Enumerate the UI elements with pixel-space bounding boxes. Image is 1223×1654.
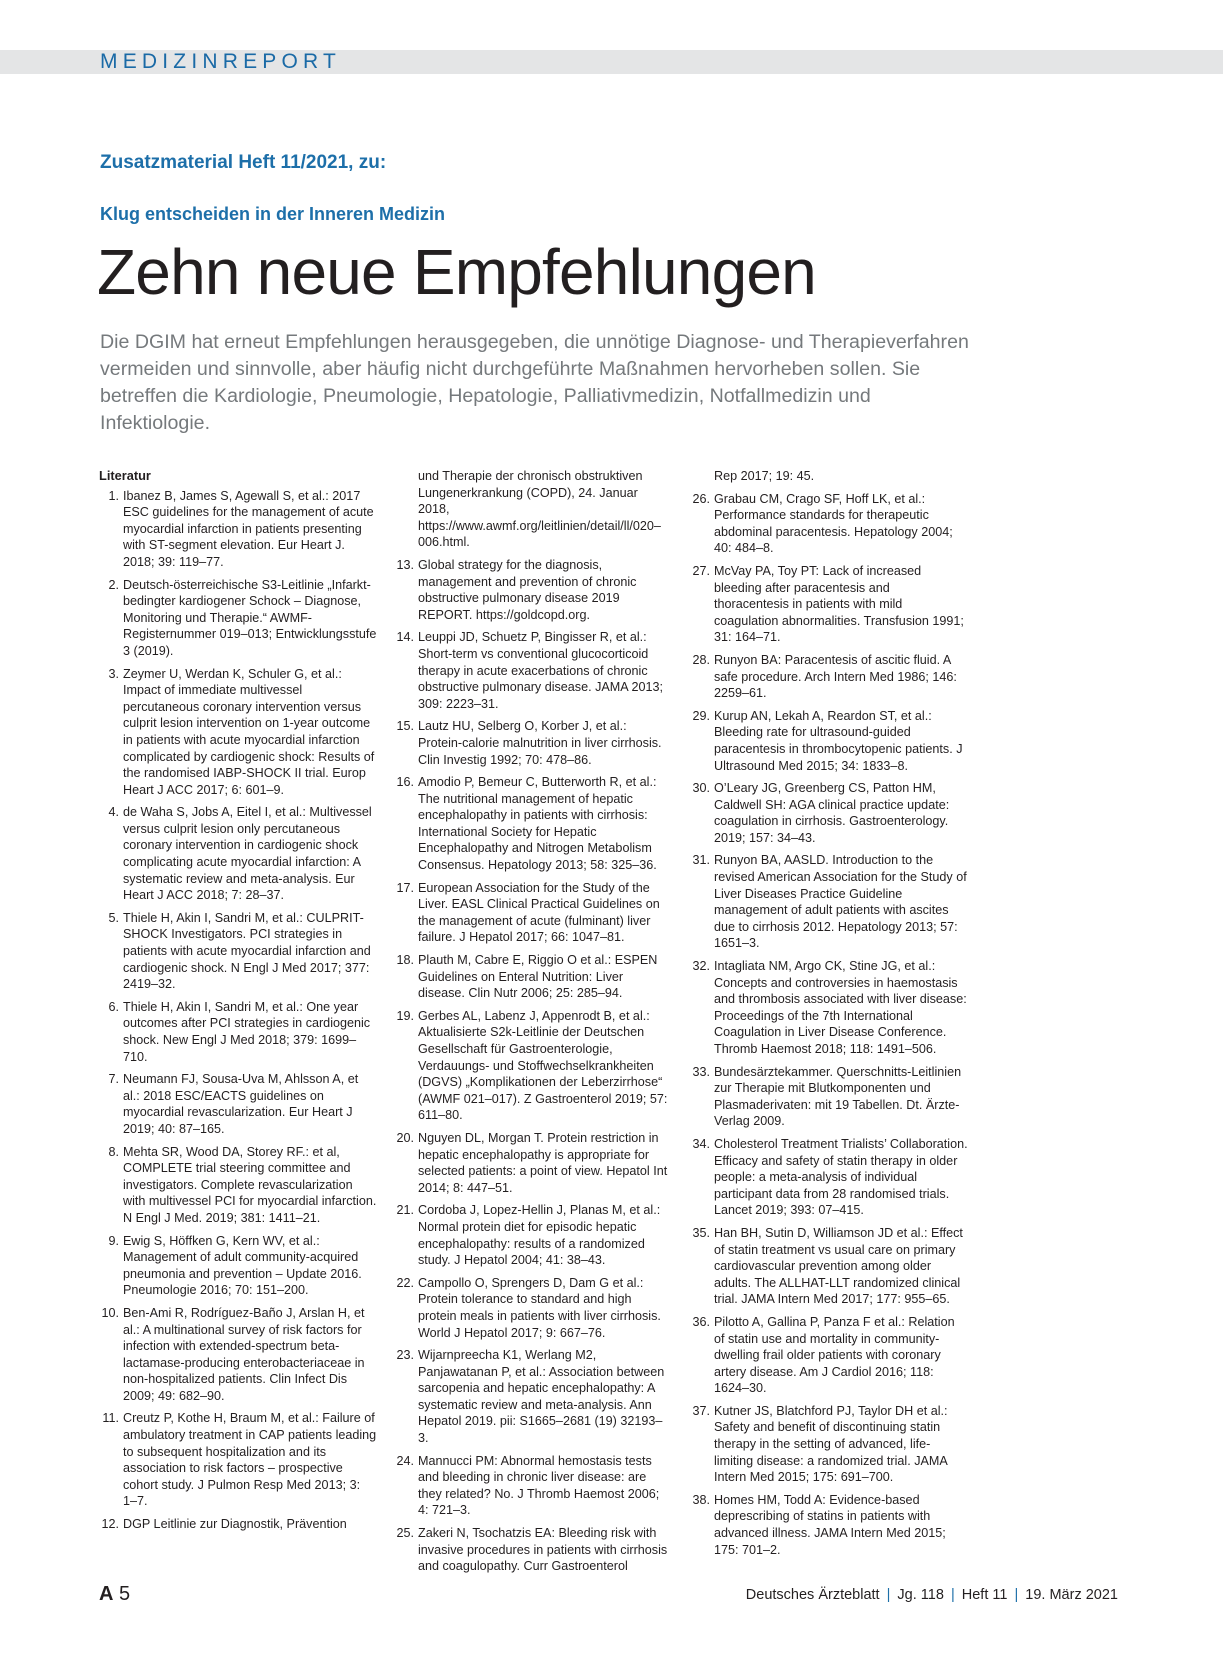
reference-item [99,999,377,1065]
references-column-1 [99,468,377,1539]
reference-continuation: und Therapie der chronisch obstruktiven Lungenerkrankung (COPD), 24. Januar 2018, https://www.awmf.org/leitlinien/detail/ll/020–006.html. [418,469,661,550]
reference-item [99,804,377,904]
reference-number: 13. [396,557,414,572]
reference-list-1 [99,488,377,1533]
reference-text: Homes HM, Todd A: Evidence-based deprescribing of statins in patients with advanced illness. JAMA Intern Med 2015; 175: 701–2. [714,1492,946,1557]
section-label: MEDIZINREPORT [100,50,342,73]
reference-text: Zeymer U, Werdan K, Schuler G, et al.: Impact of immediate multivessel percutaneous coronary intervention versus culprit lesion intervention on 1-year outcome in patients with acute myocardial infarction complicated by cardiogenic shock: Results of the randomised IABP-SHOCK II trial. Europ Heart J ACC 2017; 6: 601–9. [123,666,375,797]
page-number-value: 5 [119,1583,131,1605]
reference-list-2 [394,557,672,1575]
reference-item [690,563,968,646]
reference-text: Cholesterol Treatment Trialists’ Collaboration. Efficacy and safety of statin therapy in older people: a meta-analysis of individual participant data from 28 randomised trials. Lancet 2019; 393: 07–415. [714,1136,968,1218]
reference-item [99,1516,377,1533]
reference-number: 33. [692,1064,710,1079]
reference-number: 29. [692,708,710,723]
reference-text: Plauth M, Cabre E, Riggio O et al.: ESPEN Guidelines on Enteral Nutrition: Liver disease. Clin Nutr 2006; 25: 285–94. [418,953,658,1001]
supplement-label: Zusatzmaterial Heft 11/2021, zu: [100,152,387,173]
reference-item [394,629,672,712]
references-column-2 [394,468,672,1581]
reference-number: 7. [108,1072,119,1087]
reference-number: 21. [396,1203,414,1218]
reference-item [99,910,377,993]
reference-text: Neumann FJ, Sousa-Uva M, Ahlsson A, et al.: 2018 ESC/EACTS guidelines on myocardial revascularization. Eur Heart J 2019; 40: 87–165. [123,1072,359,1136]
reference-text: Amodio P, Bemeur C, Butterworth R, et al.: The nutritional management of hepatic encephalopathy in patients with cirrhosis: International Society for Hepatic Encephalopathy and Nitrogen Metabolism Consensus. Hepatology 2013; 58: 325–36. [418,775,657,873]
reference-text: Mehta SR, Wood DA, Storey RF.: et al, COMPLETE trial steering committee and investigators. Complete revascularization with multivessel PCI for myocardial infarction. N Engl J Med. 2019; 381: 1411–21. [123,1144,377,1225]
reference-number: 20. [396,1130,414,1145]
reference-text: Nguyen DL, Morgan T. Protein restriction in hepatic encephalopathy is appropriate for selected patients: a point of view. Hepatol Int 2014; 8: 447–51. [418,1130,668,1195]
reference-item [394,718,672,768]
reference-text: Intagliata NM, Argo CK, Stine JG, et al.: Concepts and controversies in haemostasis and thrombosis associated with liver disease: Proceedings of the 7th International Coagulation in Liver Disease Conference. Thromb Haemost 2018; 118: 1491–506. [714,959,967,1056]
reference-number: 15. [396,719,414,734]
reference-number: 2. [108,577,119,592]
reference-text: Leuppi JD, Schuetz P, Bingisser R, et al.: Short-term vs conventional glucocorticoid therapy in acute exacerbations of chronic obstructive pulmonary disease. JAMA 2013; 309: 2223–31. [418,630,664,711]
reference-number: 1. [108,488,119,503]
reference-number: 26. [692,491,710,506]
reference-item [394,952,672,1002]
reference-number: 38. [692,1492,710,1507]
reference-item [99,1071,377,1137]
reference-text: Pilotto A, Gallina P, Panza F et al.: Relation of statin use and mortality in community-dwelling frail older patients with coronary artery disease. Am J Cardiol 2016; 118: 1624–30. [714,1314,955,1396]
reference-text: Cordoba J, Lopez-Hellin J, Planas M, et al.: Normal protein diet for episodic hepatic encephalopathy: results of a randomized study. J Hepatol 2004; 41: 38–43. [418,1203,661,1268]
reference-item [690,1064,968,1130]
reference-item [690,958,968,1058]
reference-item [690,708,968,774]
reference-number: 11. [102,1411,119,1426]
reference-number: 34. [692,1136,710,1151]
reference-text: Kutner JS, Blatchford PJ, Taylor DH et al.: Safety and benefit of discontinuing statin therapy in the setting of advanced, life-limiting disease: a randomized trial. JAMA Intern Med 2015; 175: 691–700. [714,1403,948,1485]
reference-number: 27. [692,563,710,578]
page-number [99,1582,130,1606]
reference-text: Thiele H, Akin I, Sandri M, et al.: One year outcomes after PCI strategies in cardiogenic shock. New Engl J Med 2018; 379: 1699–710. [123,999,371,1064]
reference-item [99,488,377,571]
reference-number: 32. [692,959,710,974]
reference-item [394,1275,672,1341]
article-lead: Die DGIM hat erneut Empfehlungen herausgegeben, die unnötige Diagnose- und Therapieverfahren vermeiden und sinnvolle, aber häufig nicht durchgeführte Maßnahmen hervorheben sollen. Sie betreffen die Kardiologie, Pneumologie, Hepatologie, Palliativmedizin, Notfallmedizin und Infektiologie. [100,331,969,434]
reference-text: O’Leary JG, Greenberg CS, Patton HM, Caldwell SH: AGA clinical practice update: coagulation in cirrhosis. Gastroenterology. 2019; 157: 34–43. [714,781,950,845]
reference-item [690,780,968,846]
reference-number: 35. [692,1225,710,1240]
reference-number: 31. [692,853,710,868]
reference-number: 19. [396,1008,414,1023]
reference-text: Zakeri N, Tsochatzis EA: Bleeding risk with invasive procedures in patients with cirrhosis and coagulopathy. Curr Gastroenterol [418,1526,668,1574]
reference-text: Thiele H, Akin I, Sandri M, et al.: CULPRIT-SHOCK Investigators. PCI strategies in patients with acute myocardial infarction and cardiogenic shock. N Engl J Med 2017; 377: 2419–32. [123,910,371,992]
reference-item [99,1305,377,1405]
article-kicker: Klug entscheiden in der Inneren Medizin [100,204,446,224]
reference-item [690,1225,968,1308]
reference-item [394,1008,672,1124]
reference-text: Wijarnpreecha K1, Werlang M2, Panjawatanan P, et al.: Association between sarcopenia and hepatic encephalopathy: A systematic review and meta-analysis. Ann Hepatol 2019. pii: S1665–2681 (19) 32193–3. [418,1348,665,1446]
reference-text: Kurup AN, Lekah A, Reardon ST, et al.: Bleeding rate for ultrasound-guided paracentesis in thrombocytopenic patients. J Ultrasound Med 2015; 34: 1833–8. [714,708,963,773]
reference-number: 17. [396,880,414,895]
reference-number: 24. [396,1453,414,1468]
reference-item [690,652,968,702]
reference-item [394,1347,672,1447]
journal-footer [746,1585,1118,1605]
reference-text: Lautz HU, Selberg O, Korber J, et al.: Protein-calorie malnutrition in liver cirrhosis. Clin Investig 1992; 70: 478–86. [418,719,662,767]
reference-number: 22. [396,1275,414,1290]
journal-issue: Heft 11 [961,1587,1008,1603]
reference-number: 18. [396,953,414,968]
reference-text: Ben-Ami R, Rodríguez-Baño J, Arslan H, et al.: A multinational survey of risk factors for infection with extended-spectrum beta-lactamase-producing enterobacteriaceae in non-hospitalized patients. Clin Infect Dis 2009; 49: 682–90. [123,1305,365,1403]
reference-text: Ibanez B, James S, Agewall S, et al.: 2017 ESC guidelines for the management of acute myocardial infarction in patients presenting with ST-segment elevation. Eur Heart J. 2018; 39: 119–77. [123,488,374,569]
reference-item [690,852,968,952]
reference-item [690,1403,968,1486]
reference-item [99,1410,377,1510]
reference-item [394,880,672,946]
reference-number: 30. [692,781,710,796]
reference-item [99,666,377,799]
reference-item [394,1453,672,1519]
journal-date: 19. März 2021 [1025,1587,1118,1603]
reference-number: 14. [396,630,414,645]
reference-text: DGP Leitlinie zur Diagnostik, Prävention [123,1517,347,1532]
reference-text: Grabau CM, Crago SF, Hoff LK, et al.: Performance standards for therapeutic abdominal paracentesis. Hepatology 2004; 40: 484–8. [714,491,953,556]
reference-continuation: Rep 2017; 19: 45. [714,469,815,483]
separator: | [950,1587,955,1603]
reference-text: European Association for the Study of the Liver. EASL Clinical Practical Guidelines on the management of acute (fulminant) liver failure. J Hepatol 2017; 66: 1047–81. [418,880,660,945]
reference-text: Runyon BA: Paracentesis of ascitic fluid. A safe procedure. Arch Intern Med 1986; 146: 2259–61. [714,652,957,701]
article-title: Zehn neue Empfehlungen [97,236,816,308]
reference-text: Gerbes AL, Labenz J, Appenrodt B, et al.: Aktualisierte S2k-Leitlinie der Deutschen Gesellschaft für Gastroenterologie, Verdauungs- und Stoffwechselkrankheiten (DGVS) „Komplikationen der Leberzirrhose“ (AWMF 021–017). Z Gastroenterol 2019; 57: 611–80. [418,1008,668,1123]
reference-text: Global strategy for the diagnosis, management and prevention of chronic obstructive pulmonary disease 2019 REPORT. https://goldcopd.org. [418,557,637,622]
journal-name: Deutsches Ärzteblatt [745,1587,880,1603]
reference-text: Mannucci PM: Abnormal hemostasis tests and bleeding in chronic liver disease: are they related? No. J Thromb Haemost 2006; 4: 721–3. [418,1453,660,1518]
reference-number: 5. [108,910,119,925]
reference-list-3 [690,491,968,1559]
literature-heading: Literatur [99,468,151,483]
reference-text: de Waha S, Jobs A, Eitel I, et al.: Multivessel versus culprit lesion only percutaneous coronary intervention in cardiogenic shock complicating acute myocardial infarction: A systematic review and meta-analysis. Eur Heart J ACC 2018; 7: 28–37. [123,805,372,903]
reference-number: 25. [396,1526,414,1541]
reference-number: 16. [396,775,414,790]
reference-number: 37. [692,1403,710,1418]
reference-number: 12. [101,1517,119,1532]
reference-item [99,577,377,660]
separator: | [886,1587,891,1603]
reference-number: 4. [108,805,119,820]
reference-text: Bundesärztekammer. Querschnitts-Leitlinien zur Therapie mit Blutkomponenten und Plasmaderivaten: mit 19 Tabellen. Dt. Ärzte-Verlag 2009. [714,1064,962,1129]
references-column-3 [690,468,968,1564]
reference-text: Campollo O, Sprengers D, Dam G et al.: Protein tolerance to standard and high protein meals in patients with liver cirrhosis. World J Hepatol 2017; 9: 667–76. [418,1275,661,1340]
reference-number: 10. [101,1305,119,1320]
reference-text: Han BH, Sutin D, Williamson JD et al.: Effect of statin treatment vs usual care on primary cardiovascular prevention among older adults. The ALLHAT-LLT randomized clinical trial. JAMA Intern Med 2017; 177: 955–65. [714,1225,963,1307]
reference-number: 23. [396,1348,414,1363]
reference-number: 8. [108,1144,119,1159]
reference-text: Ewig S, Höffken G, Kern WV, et al.: Management of adult community-acquired pneumonia and prevention – Update 2016. Pneumologie 2016; 70: 151–200. [123,1233,362,1298]
reference-item [99,1144,377,1227]
reference-number: 28. [692,652,710,667]
reference-item [690,1314,968,1397]
reference-text: Runyon BA, AASLD. Introduction to the revised American Association for the Study of Liver Diseases Practice Guideline management of adult patients with ascites due to cirrhosis 2012. Hepatology 2013; 57: 1651–3. [714,853,967,951]
reference-text: McVay PA, Toy PT: Lack of increased bleeding after paracentesis and thoracentesis in patients with mild coagulation abnormalities. Transfusion 1991; 31: 164–71. [714,563,964,645]
reference-text: Creutz P, Kothe H, Braum M, et al.: Failure of ambulatory treatment in CAP patients leading to subsequent hospitalization and its association to risk factors – prospective cohort study. J Pulmon Resp Med 2013; 3: 1–7. [123,1411,377,1509]
reference-item [394,1130,672,1196]
reference-item [394,557,672,623]
reference-item [394,1525,672,1575]
reference-number: 6. [108,999,119,1014]
reference-item [394,1202,672,1268]
reference-item [690,491,968,557]
reference-number: 3. [108,666,119,681]
reference-item [690,1136,968,1219]
reference-number: 36. [692,1314,710,1329]
separator: | [1014,1587,1019,1603]
reference-number: 9. [108,1233,119,1248]
reference-item [690,1492,968,1558]
journal-volume: Jg. 118 [897,1587,944,1603]
reference-text: Deutsch-österreichische S3-Leitlinie „Infarkt-bedingter kardiogener Schock – Diagnose, Monitoring und Therapie.“ AWMF-Registernummer 019–013; Entwicklungsstufe 3 (2019). [123,577,377,658]
reference-item [394,774,672,874]
reference-item [99,1233,377,1299]
page-letter: A [99,1583,114,1605]
